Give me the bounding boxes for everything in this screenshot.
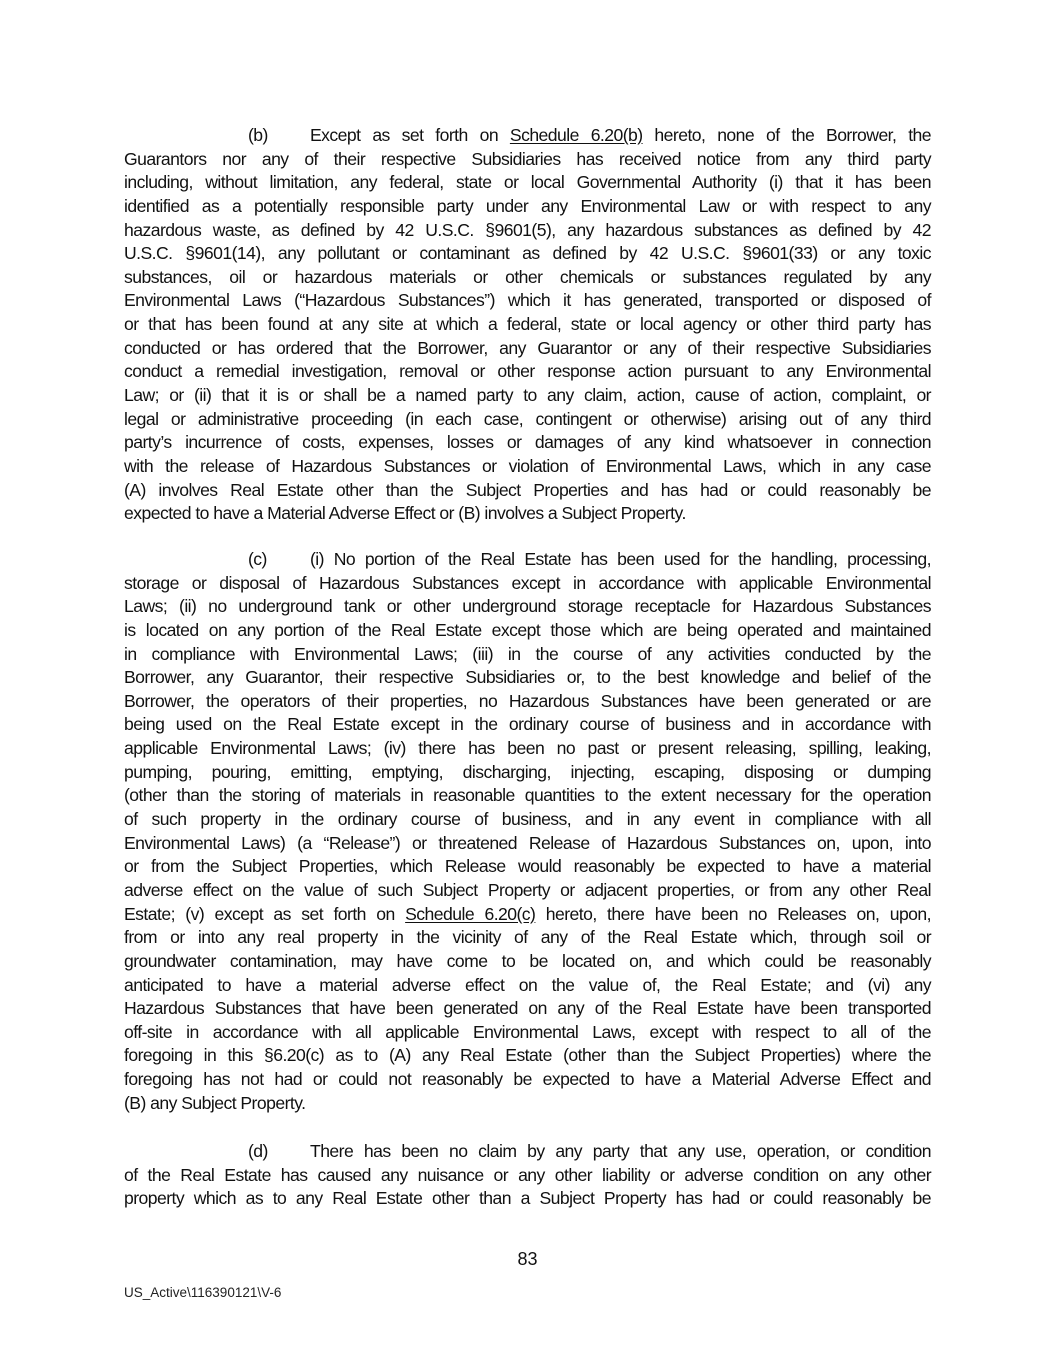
paragraph-c-line: from or into any real property in the vicinity of any of the Real Estate which, through soil or bbox=[124, 927, 931, 948]
paragraph-c-line: anticipated to have a material adverse effect on the value of, the Real Estate; and (vi) any bbox=[124, 974, 931, 995]
paragraph-c-line: Estate; (v) except as set forth on Schedule 6.20(c) hereto, there have been no Releases on, upon, bbox=[124, 903, 931, 924]
paragraph-b-line: identified as a potentially responsible party under any Environmental Law or with respect to any bbox=[124, 195, 931, 216]
schedule-reference: Schedule 6.20(c) bbox=[405, 903, 536, 924]
paragraph-c-line: groundwater contamination, may have come to be located on, and which could be reasonably bbox=[124, 950, 931, 971]
paragraph-c-line: being used on the Real Estate except in the ordinary course of business and in accordance with bbox=[124, 714, 931, 735]
paragraph-label: (c) bbox=[248, 549, 267, 569]
paragraph-c-line: in compliance with Environmental Laws; (iii) in the course of any activities conducted by the bbox=[124, 643, 931, 664]
paragraph-c-line: applicable Environmental Laws; (iv) there has been no past or present releasing, spilling, leaking, bbox=[124, 738, 931, 759]
paragraph-d-line: of the Real Estate has caused any nuisance or any other liability or adverse condition on any other bbox=[124, 1164, 931, 1185]
paragraph-d-line: property which as to any Real Estate other than a Subject Property has had or could reasonably be bbox=[124, 1188, 931, 1209]
paragraph-b-line: hazardous waste, as defined by 42 U.S.C. §9601(5), any hazardous substances as defined by 42 bbox=[124, 219, 931, 240]
paragraph-c-line: is located on any portion of the Real Estate except those which are being operated and maintained bbox=[124, 619, 931, 640]
paragraph-b-line: conduct a remedial investigation, removal or other response action pursuant to any Environmental bbox=[124, 361, 931, 382]
paragraph-b-line: with the release of Hazardous Substances or violation of Environmental Laws, which in any case bbox=[124, 455, 931, 476]
paragraph-b-line: party’s incurrence of costs, expenses, losses or damages of any kind whatsoever in connection bbox=[124, 432, 931, 453]
paragraph-b-line: or that has been found at any site at which a federal, state or local agency or other third party has bbox=[124, 314, 931, 335]
paragraph-b-line: Guarantors nor any of their respective Subsidiaries has received notice from any third party bbox=[124, 148, 931, 169]
paragraph-c-line: storage or disposal of Hazardous Substances except in accordance with applicable Environmental bbox=[124, 572, 931, 593]
paragraph-c bbox=[124, 548, 931, 1115]
paragraph-b-line: (A) involves Real Estate other than the Subject Properties and has had or could reasonably be bbox=[124, 479, 931, 500]
paragraph-b-line: (b) Except as set forth on Schedule 6.20(b) hereto, none of the Borrower, the bbox=[124, 124, 931, 148]
paragraph-b-line: expected to have a Material Adverse Effect or (B) involves a Subject Property. bbox=[124, 503, 686, 524]
schedule-reference: Schedule 6.20(b) bbox=[509, 125, 643, 145]
page-number: 83 bbox=[517, 1249, 538, 1269]
paragraph-c-line: (other than the storing of materials in reasonable quantities to the extent necessary for the operation bbox=[124, 785, 931, 806]
paragraph-c-line: Laws; (ii) no underground tank or other underground storage receptacle for Hazardous Substances bbox=[124, 596, 931, 617]
paragraph-label: (d) bbox=[248, 1141, 268, 1161]
paragraph-b-line: Law; or (ii) that it is or shall be a named party to any claim, action, cause of action, complaint, or bbox=[124, 385, 931, 406]
paragraph-label: (b) bbox=[248, 125, 268, 145]
paragraph-c-line: Borrower, any Guarantor, their respective Subsidiaries or, to the best knowledge and belief of the bbox=[124, 667, 931, 688]
paragraph-c-line: or from the Subject Properties, which Release would reasonably be expected to have a material bbox=[124, 856, 931, 877]
paragraph-c-line: adverse effect on the value of such Subject Property or adjacent properties, or from any other Real bbox=[124, 879, 931, 900]
paragraph-c-line: pumping, pouring, emitting, emptying, discharging, injecting, escaping, disposing or dumping bbox=[124, 761, 931, 782]
paragraph-c-line: foregoing in this §6.20(c) as to (A) any Real Estate (other than the Subject Properties) where the bbox=[124, 1045, 931, 1066]
footer-document-id: US_Active\116390121\V-6 bbox=[124, 1285, 282, 1300]
paragraph-c-line: (c) (i) No portion of the Real Estate has been used for the handling, processing, bbox=[124, 548, 931, 572]
paragraph-b-line: substances, oil or hazardous materials or other chemicals or substances regulated by any bbox=[124, 266, 931, 287]
paragraph-b bbox=[124, 124, 931, 526]
paragraph-b-line: conducted or has ordered that the Borrower, any Guarantor or any of their respective Subsidiaries bbox=[124, 337, 931, 358]
paragraph-c-line: Borrower, the operators of their properties, no Hazardous Substances have been generated or are bbox=[124, 690, 931, 711]
paragraph-b-line: Environmental Laws (“Hazardous Substances”) which it has generated, transported or disposed of bbox=[124, 290, 931, 311]
paragraph-c-line: Environmental Laws) (a “Release”) or threatened Release of Hazardous Substances on, upon, into bbox=[124, 832, 931, 853]
paragraph-c-line: (B) any Subject Property. bbox=[124, 1092, 306, 1113]
paragraph-d-line: (d) There has been no claim by any party that any use, operation, or condition bbox=[124, 1140, 931, 1164]
paragraph-c-line: of such property in the ordinary course of business, and in any event in compliance with all bbox=[124, 809, 931, 830]
paragraph-b-line: legal or administrative proceeding (in each case, contingent or otherwise) arising out of any third bbox=[124, 408, 931, 429]
paragraph-b-line: U.S.C. §9601(14), any pollutant or contaminant as defined by 42 U.S.C. §9601(33) or any toxic bbox=[124, 243, 931, 264]
paragraph-d bbox=[124, 1140, 931, 1211]
paragraph-c-line: foregoing has not had or could not reasonably be expected to have a Material Adverse Effect and bbox=[124, 1069, 931, 1090]
paragraph-b-line: including, without limitation, any federal, state or local Governmental Authority (i) that it has been bbox=[124, 172, 931, 193]
paragraph-c-line: off-site in accordance with all applicable Environmental Laws, except with respect to all of the bbox=[124, 1021, 931, 1042]
paragraph-c-line: Hazardous Substances that have been generated on any of the Real Estate have been transported bbox=[124, 998, 931, 1019]
